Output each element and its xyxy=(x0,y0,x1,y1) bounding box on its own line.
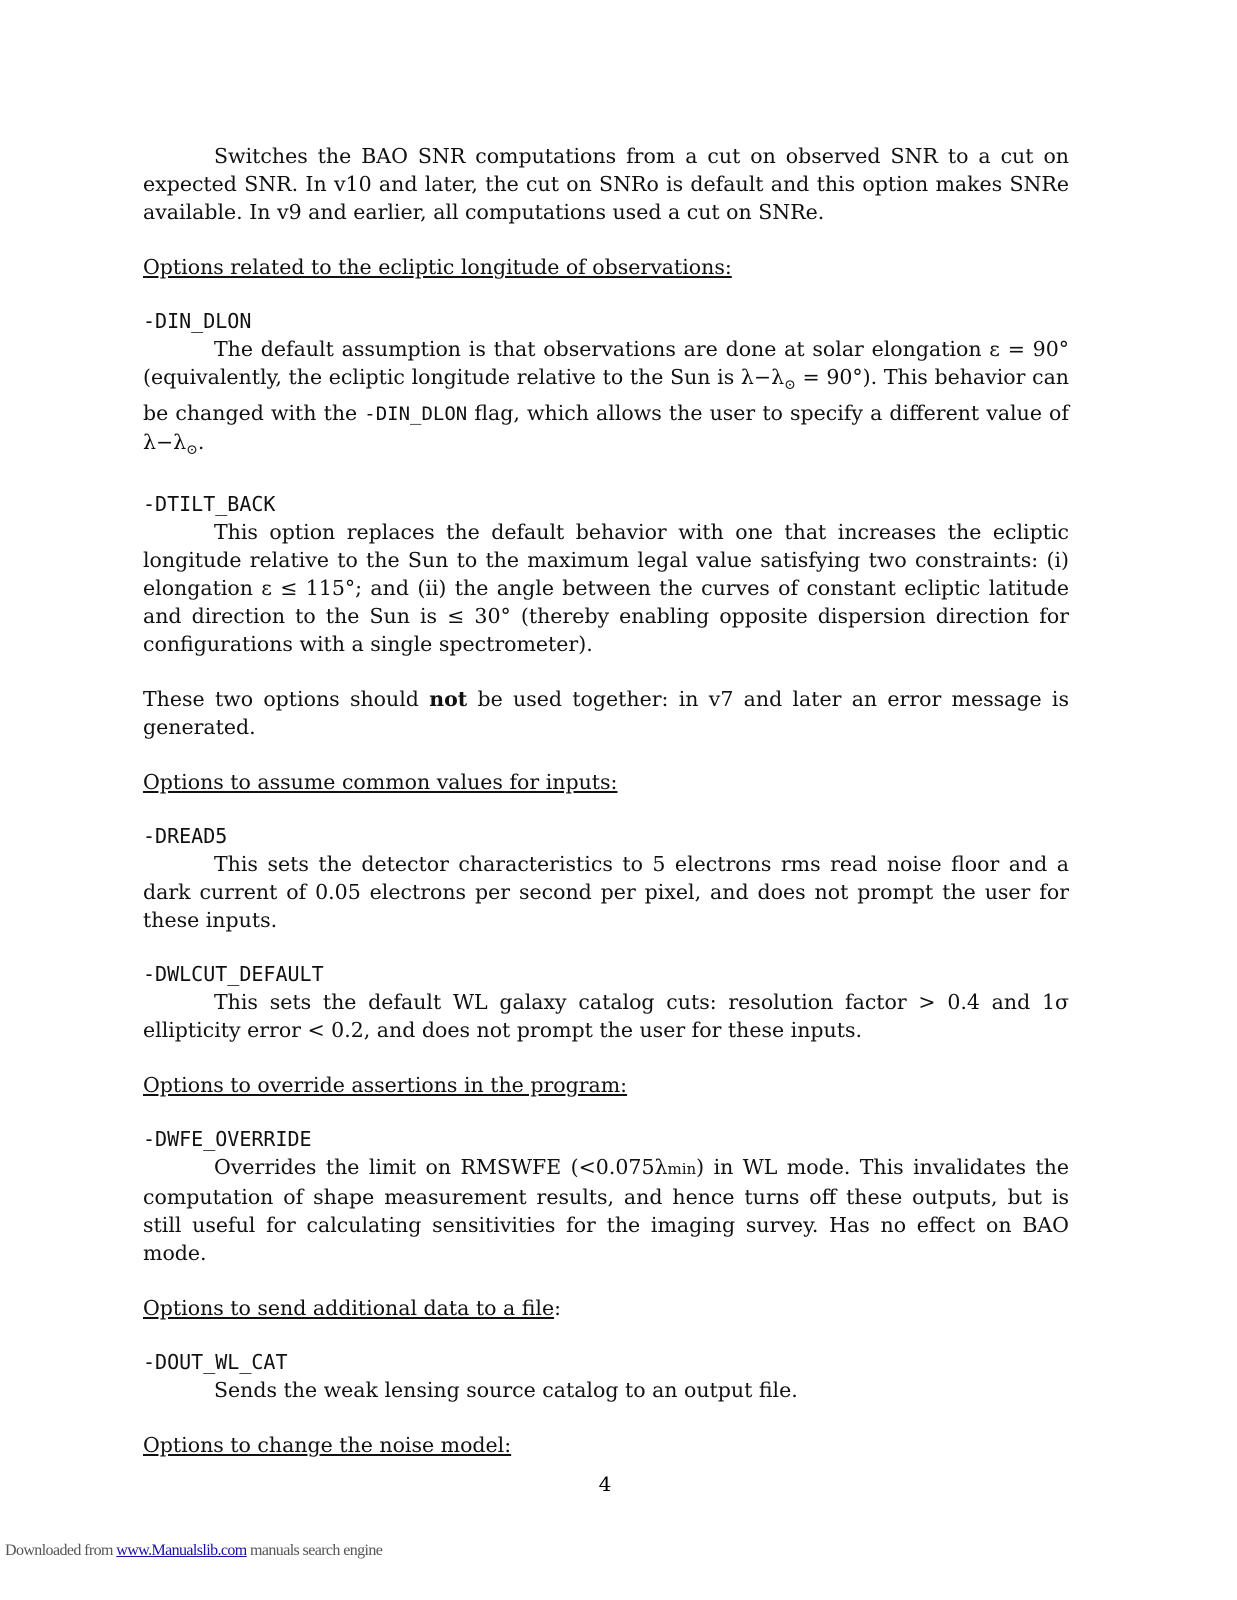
footer-prefix: Downloaded from xyxy=(5,1542,117,1559)
footer-suffix: manuals search engine xyxy=(246,1542,383,1559)
intro-paragraph: Switches the BAO SNR computations from a cut on observed SNR to a cut on expected SNR. In v10 and later, the cut on SNRo is default and this option makes SNRe available. In v9 and earlier, all computations used a cut on SNRe. xyxy=(143,144,1069,224)
section-heading-noise: Options to change the noise model: xyxy=(143,1433,512,1457)
sun-symbol-2: ⊙ xyxy=(186,442,198,458)
dwfe-override-description xyxy=(143,1153,1069,1267)
note-text-1: These two options should xyxy=(143,687,430,711)
din-dlon-text-2: = 90°). This behavior can be changed with the xyxy=(143,365,1069,425)
document-page xyxy=(143,142,1069,1459)
section-heading-output: Options to send additional data to a file xyxy=(143,1296,555,1320)
din-dlon-description xyxy=(143,335,1069,464)
section-heading-ecliptic: Options related to the ecliptic longitude of observations: xyxy=(143,255,732,279)
dwfe-text-1: Overrides the limit on RMSWFE (<0.075λ xyxy=(214,1155,668,1179)
download-footer xyxy=(5,1542,382,1560)
dwlcut-default-description: This sets the default WL galaxy catalog cuts: resolution factor > 0.4 and 1σ ellipticity error < 0.2, and does not prompt the user for these inputs. xyxy=(143,990,1069,1042)
options-conflict-note xyxy=(143,685,1069,741)
flag-dread5: -DREAD5 xyxy=(143,824,228,848)
dwfe-text-2: ) in WL mode. This invalidates the computation of shape measurement results, and hence turns off these outputs, but is still useful for calculating sensitivities for the imaging survey. Has no effect on BAO mode. xyxy=(143,1155,1069,1265)
inline-flag-din-dlon: -DIN_DLON xyxy=(364,403,468,425)
section-heading-common: Options to assume common values for inputs: xyxy=(143,770,618,794)
page-number: 4 xyxy=(598,1472,612,1496)
flag-dwlcut-default: -DWLCUT_DEFAULT xyxy=(143,962,324,986)
flag-dout-wl-cat: -DOUT_WL_CAT xyxy=(143,1350,288,1374)
section-heading-output-wrapper xyxy=(143,1294,1069,1322)
dtilt-back-description: This option replaces the default behavior with one that increases the ecliptic longitude relative to the Sun to the maximum legal value satisfying two constraints: (i) elongation ε ≤ 115°; and (ii) the angle between the curves of constant ecliptic latitude and direction to the Sun is ≤ 30° (thereby enabling opposite dispersion direction for configurations with a single spectrometer). xyxy=(143,520,1069,656)
dread5-description: This sets the detector characteristics to 5 electrons rms read noise floor and a dark current of 0.05 electrons per second per pixel, and does not prompt the user for these inputs. xyxy=(143,852,1069,932)
flag-din-dlon: -DIN_DLON xyxy=(143,309,252,333)
flag-dtilt-back: -DTILT_BACK xyxy=(143,492,276,516)
flag-dwfe-override: -DWFE_OVERRIDE xyxy=(143,1127,312,1151)
lambda-min-subscript: min xyxy=(667,1160,697,1178)
din-dlon-text-3: flag, which allows the user to specify a different value of λ−λ xyxy=(143,401,1069,454)
manualslib-link[interactable]: www.Manualslib.com xyxy=(116,1542,247,1559)
sun-symbol: ⊙ xyxy=(784,377,796,393)
din-dlon-text-4: . xyxy=(197,430,205,454)
note-bold: not xyxy=(429,687,468,711)
note-text-2: be used together: in v7 and later an error message is generated. xyxy=(143,687,1070,739)
section-heading-output-colon: : xyxy=(554,1296,561,1320)
din-dlon-text-1: The default assumption is that observations are done at solar elongation ε = 90° (equivalently, the ecliptic longitude relative to the Sun is λ−λ xyxy=(143,337,1069,389)
dout-wl-cat-description: Sends the weak lensing source catalog to an output file. xyxy=(214,1378,798,1402)
section-heading-override: Options to override assertions in the program: xyxy=(143,1073,628,1097)
